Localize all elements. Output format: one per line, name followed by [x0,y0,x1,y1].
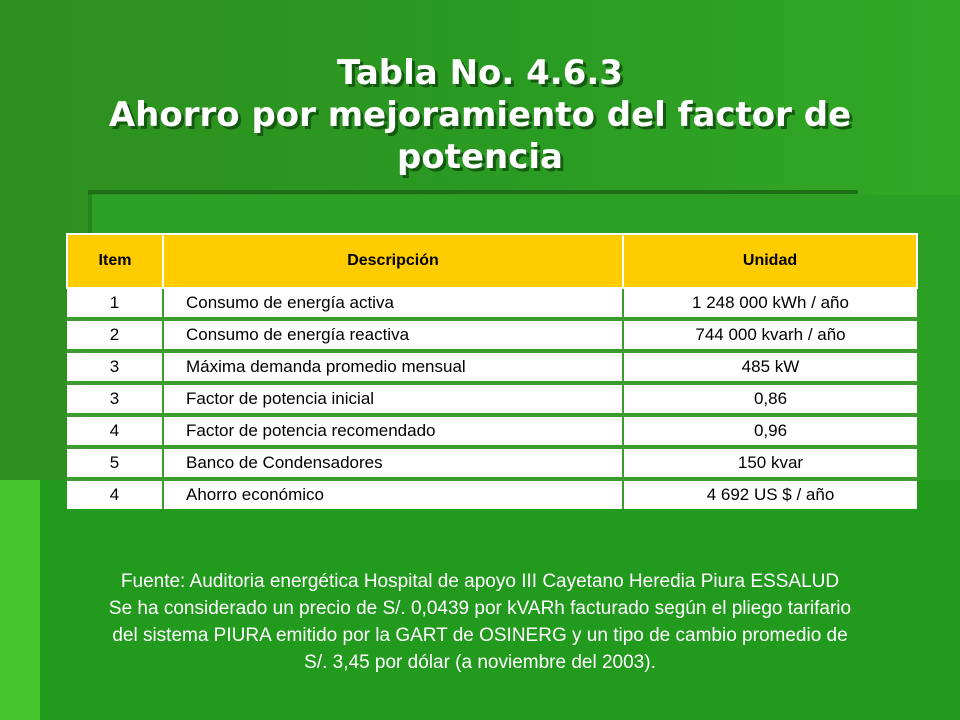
header-descripcion: Descripción [163,234,623,288]
cell-descripcion: Máxima demanda promedio mensual [163,351,623,383]
source-line: Fuente: Auditoria energética Hospital de apoyo III Cayetano Heredia Piura ESSALUD [120,571,840,592]
cell-descripcion: Consumo de energía activa [163,288,623,319]
header-unidad: Unidad [623,234,917,288]
title-line: Ahorro por mejoramiento del factor de [108,95,852,135]
cell-item: 3 [67,351,163,383]
background-divider [88,190,858,194]
table-row [67,479,917,509]
cell-item: 4 [67,415,163,447]
source-line: del sistema PIURA emitido por la GART de OSINERG y un tipo de cambio promedio de [112,625,848,646]
cell-item: 1 [67,288,163,319]
title-line: potencia [397,137,563,177]
cell-unidad: 0,96 [623,415,917,447]
table-row [67,383,917,415]
savings-table [66,233,918,509]
table-row [67,351,917,383]
header-item: Item [67,234,163,288]
title-line: Tabla No. 4.6.3 [337,53,623,93]
table-row [67,415,917,447]
cell-descripcion: Factor de potencia inicial [163,383,623,415]
cell-unidad: 4 692 US $ / año [623,479,917,509]
cell-item: 3 [67,383,163,415]
source-note [0,568,960,676]
source-line: Se ha considerado un precio de S/. 0,0439 por kVARh facturado según el pliego tarifario [108,598,852,619]
cell-descripcion: Ahorro económico [163,479,623,509]
table-row [67,447,917,479]
cell-descripcion: Consumo de energía reactiva [163,319,623,351]
cell-unidad: 485 kW [623,351,917,383]
table-row [67,288,917,319]
table-row [67,319,917,351]
source-line: S/. 3,45 por dólar (a noviembre del 2003). [304,652,656,673]
cell-unidad: 1 248 000 kWh / año [623,288,917,319]
table-header-row [67,234,917,288]
cell-unidad: 150 kvar [623,447,917,479]
cell-unidad: 0,86 [623,383,917,415]
cell-item: 5 [67,447,163,479]
cell-descripcion: Banco de Condensadores [163,447,623,479]
cell-descripcion: Factor de potencia recomendado [163,415,623,447]
cell-item: 2 [67,319,163,351]
slide-title [60,52,900,178]
cell-item: 4 [67,479,163,509]
cell-unidad: 744 000 kvarh / año [623,319,917,351]
